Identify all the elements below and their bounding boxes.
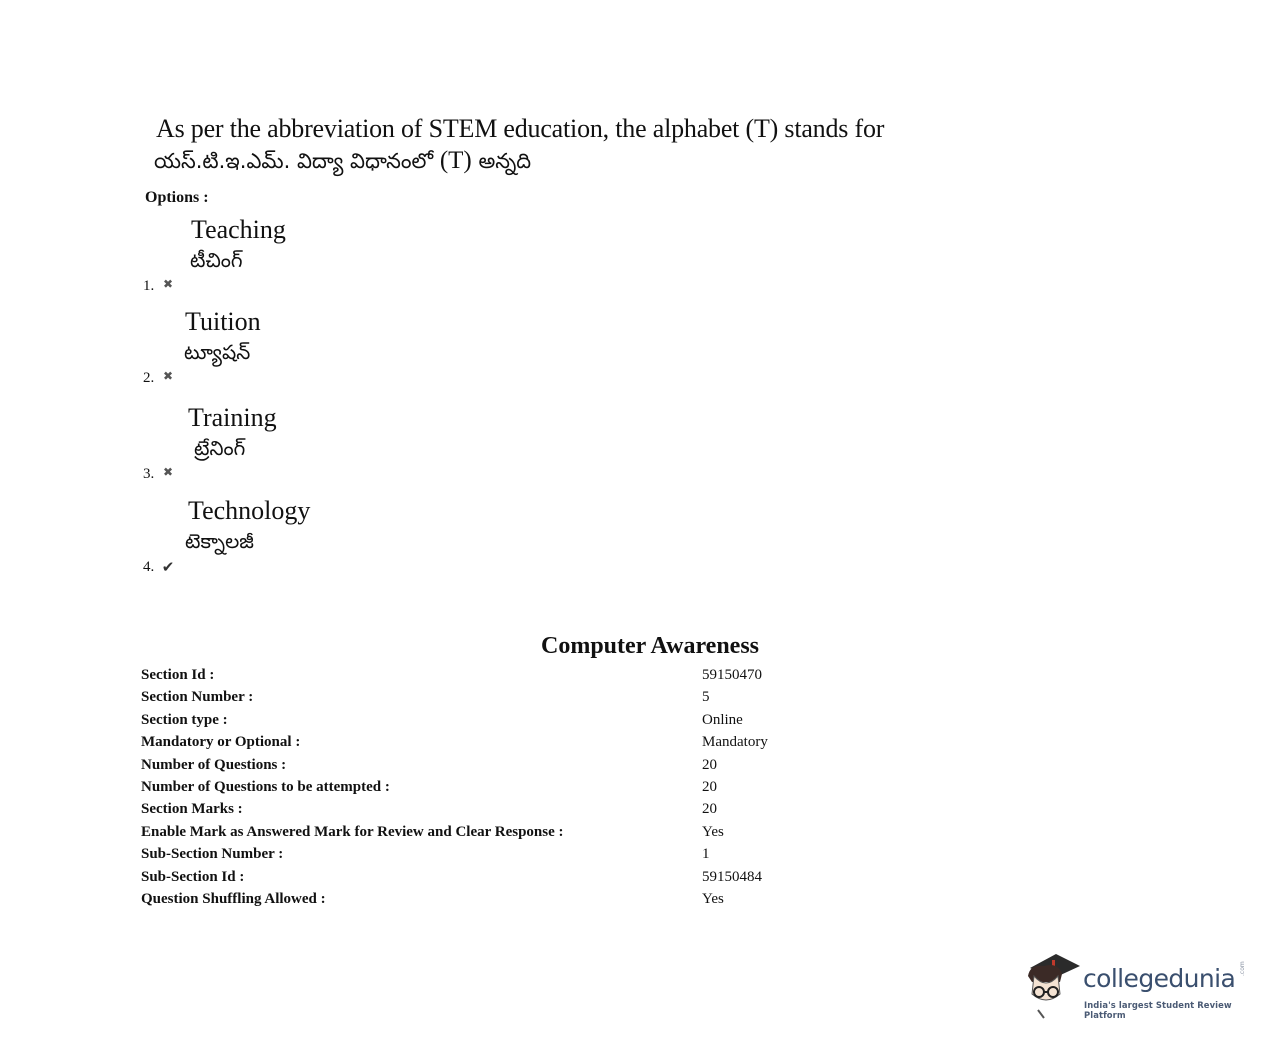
section-title: Computer Awareness (541, 633, 759, 659)
check-icon: ✔ (161, 558, 175, 576)
cross-icon: ✖ (162, 465, 174, 479)
option-text-telugu: టీచింగ్ (190, 248, 243, 272)
detail-row (141, 664, 841, 686)
question-telugu-letter: (T) (439, 147, 472, 174)
option-text-telugu: ట్రేనింగ్ (194, 436, 246, 460)
section-details (141, 664, 841, 910)
detail-key: Mandatory or Optional : (141, 734, 301, 751)
detail-key: Section Marks : (141, 801, 243, 818)
option-3 (143, 403, 463, 483)
question-text-english: As per the abbreviation of STEM education, the alphabet (T) stands for (156, 114, 885, 143)
options-label: Options : (145, 189, 209, 206)
detail-value: 59150470 (702, 667, 762, 683)
option-4 (143, 496, 463, 576)
detail-row (141, 731, 841, 753)
option-number: 2. (143, 370, 155, 386)
question-text-telugu (154, 146, 531, 176)
detail-key: Section type : (141, 711, 228, 728)
detail-key: Enable Mark as Answered Mark for Review and Clear Response : (141, 823, 564, 840)
detail-row (141, 843, 841, 865)
detail-row (141, 821, 841, 843)
detail-value: 59150484 (702, 868, 762, 885)
detail-value: 1 (702, 846, 710, 863)
detail-row (141, 776, 841, 798)
logo-domain-suffix: .com (1239, 961, 1246, 976)
option-number: 3. (143, 466, 155, 482)
option-text-english: Training (188, 403, 277, 432)
detail-value: Online (702, 711, 743, 728)
detail-row (141, 709, 841, 731)
option-2 (143, 307, 463, 387)
logo-brand-text: collegedunia (1083, 964, 1236, 993)
detail-key: Sub-Section Id : (141, 868, 245, 885)
detail-value: 5 (702, 689, 710, 706)
collegedunia-logo (1022, 950, 1252, 1022)
detail-key: Question Shuffling Allowed : (141, 890, 326, 907)
detail-key: Number of Questions to be attempted : (141, 778, 390, 795)
detail-row (141, 686, 841, 708)
logo-tagline: India's largest Student Review Platform (1084, 1000, 1232, 1020)
detail-row (141, 798, 841, 820)
detail-value: 20 (702, 801, 717, 818)
option-number: 1. (143, 278, 155, 294)
detail-value: Yes (702, 890, 724, 907)
detail-key: Number of Questions : (141, 756, 287, 773)
option-text-telugu: టెక్నాలజీ (185, 529, 254, 553)
detail-row (141, 888, 841, 910)
cross-icon: ✖ (162, 369, 174, 383)
option-number: 4. (143, 559, 155, 575)
option-text-english: Tuition (185, 307, 261, 336)
detail-row (141, 754, 841, 776)
question-telugu-part1: యస్.టి.ఇ.ఎమ్. విద్యా విధానంలో (154, 149, 434, 173)
detail-row (141, 866, 841, 888)
detail-value: Mandatory (702, 734, 768, 751)
detail-value: Yes (702, 823, 724, 840)
option-text-english: Teaching (191, 215, 286, 244)
option-text-telugu: ట్యూషన్ (184, 340, 251, 364)
option-1 (143, 215, 463, 295)
question-telugu-part2: అన్నది (478, 149, 532, 173)
detail-value: 20 (702, 756, 717, 773)
mascot-icon (1022, 950, 1084, 1022)
detail-value: 20 (702, 778, 717, 795)
detail-key: Section Number : (141, 689, 254, 706)
detail-key: Section Id : (141, 667, 215, 683)
option-text-english: Technology (188, 496, 311, 525)
cross-icon: ✖ (162, 277, 174, 291)
detail-key: Sub-Section Number : (141, 846, 284, 863)
